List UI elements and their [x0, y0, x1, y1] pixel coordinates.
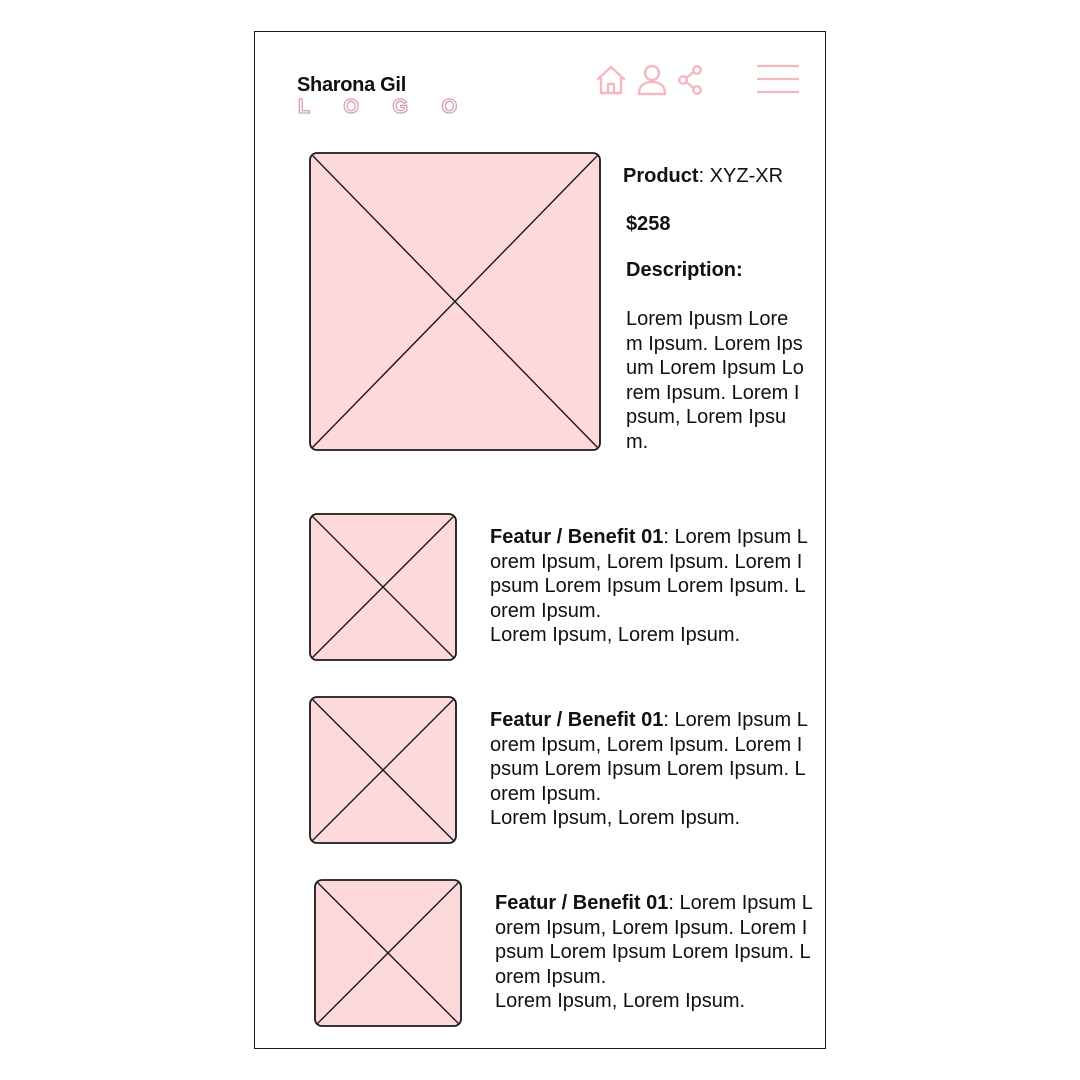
feature-image-placeholder[interactable] — [309, 696, 457, 844]
product-name: Product: XYZ-XR — [623, 165, 784, 187]
hamburger-menu-icon[interactable] — [757, 64, 799, 94]
product-image-placeholder[interactable] — [309, 152, 601, 451]
phone-frame — [254, 31, 826, 1049]
feature-text: Featur / Benefit 01: Lorem Ipsum Lorem Ipsum, Lorem Ipsum. Lorem Ipsum Lorem Ipsum Lorem Ipsum. Lorem Ipsum. Lorem Ipsum, Lorem Ipsum. — [495, 892, 813, 1012]
feature-image-placeholder[interactable] — [314, 879, 462, 1027]
svg-text:L O G O: L O G O — [298, 96, 472, 118]
brand[interactable] — [297, 74, 472, 118]
share-icon[interactable] — [677, 64, 703, 96]
product-price: $258 — [626, 213, 671, 235]
description-label: Description: — [626, 259, 743, 281]
home-icon[interactable] — [595, 64, 627, 96]
logo-wordmark — [297, 94, 472, 120]
brand-name: Sharona Gil — [297, 74, 406, 96]
user-icon[interactable] — [637, 64, 667, 96]
description-text: Lorem Ipusm Lorem Ipsum. Lorem Ipsum Lorem Ipsum Lorem Ipsum. Lorem Ipsum, Lorem Ipsum. — [626, 308, 804, 453]
top-nav — [595, 62, 713, 98]
feature-text: Featur / Benefit 01: Lorem Ipsum Lorem Ipsum, Lorem Ipsum. Lorem Ipsum Lorem Ipsum Lorem Ipsum. Lorem Ipsum. Lorem Ipsum, Lorem Ipsum. — [490, 526, 808, 646]
feature-image-placeholder[interactable] — [309, 513, 457, 661]
feature-text: Featur / Benefit 01: Lorem Ipsum Lorem Ipsum, Lorem Ipsum. Lorem Ipsum Lorem Ipsum Lorem Ipsum. Lorem Ipsum. Lorem Ipsum, Lorem Ipsum. — [490, 709, 808, 829]
